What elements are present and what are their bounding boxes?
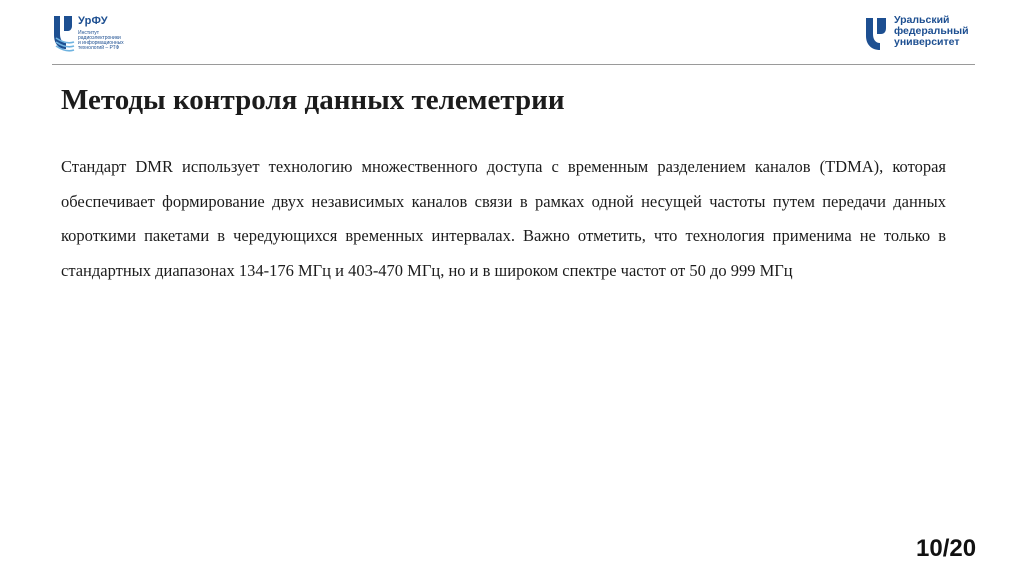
header-divider bbox=[52, 64, 975, 65]
institute-line: Институт bbox=[78, 30, 100, 36]
institute-line: радиоэлектроники bbox=[78, 35, 121, 41]
urfu-brand-text: УрФУ bbox=[78, 15, 108, 27]
urfu-u-emblem-icon bbox=[52, 14, 76, 54]
slide-body-text: Стандарт DMR использует технологию множественного доступа с временным разделением каналов (TDMA), которая обеспечивает формирование двух независимых каналов связи в рамках одной несущей частоты путем передачи данных короткими пакетами в чередующихся временных интервалах. Важно отметить, что технология применима не только в стандартных диапазонах 134-176 МГц и 403-470 МГц, но и в широком спектре частот от 50 до 999 МГц bbox=[61, 157, 946, 280]
urfu-institute-logo bbox=[52, 14, 152, 58]
urfu-university-logo bbox=[864, 14, 984, 54]
university-name-line: федеральный bbox=[894, 25, 969, 37]
page-number: 10/20 bbox=[916, 535, 977, 562]
university-name-line: Уральский bbox=[894, 14, 950, 26]
urfu-u-emblem-icon bbox=[864, 16, 890, 52]
slide-title: Методы контроля данных телеметрии bbox=[61, 84, 565, 116]
university-name-line: университет bbox=[894, 36, 960, 48]
institute-line: и информационных bbox=[78, 40, 124, 46]
institute-line: технологий – РТФ bbox=[78, 45, 120, 51]
